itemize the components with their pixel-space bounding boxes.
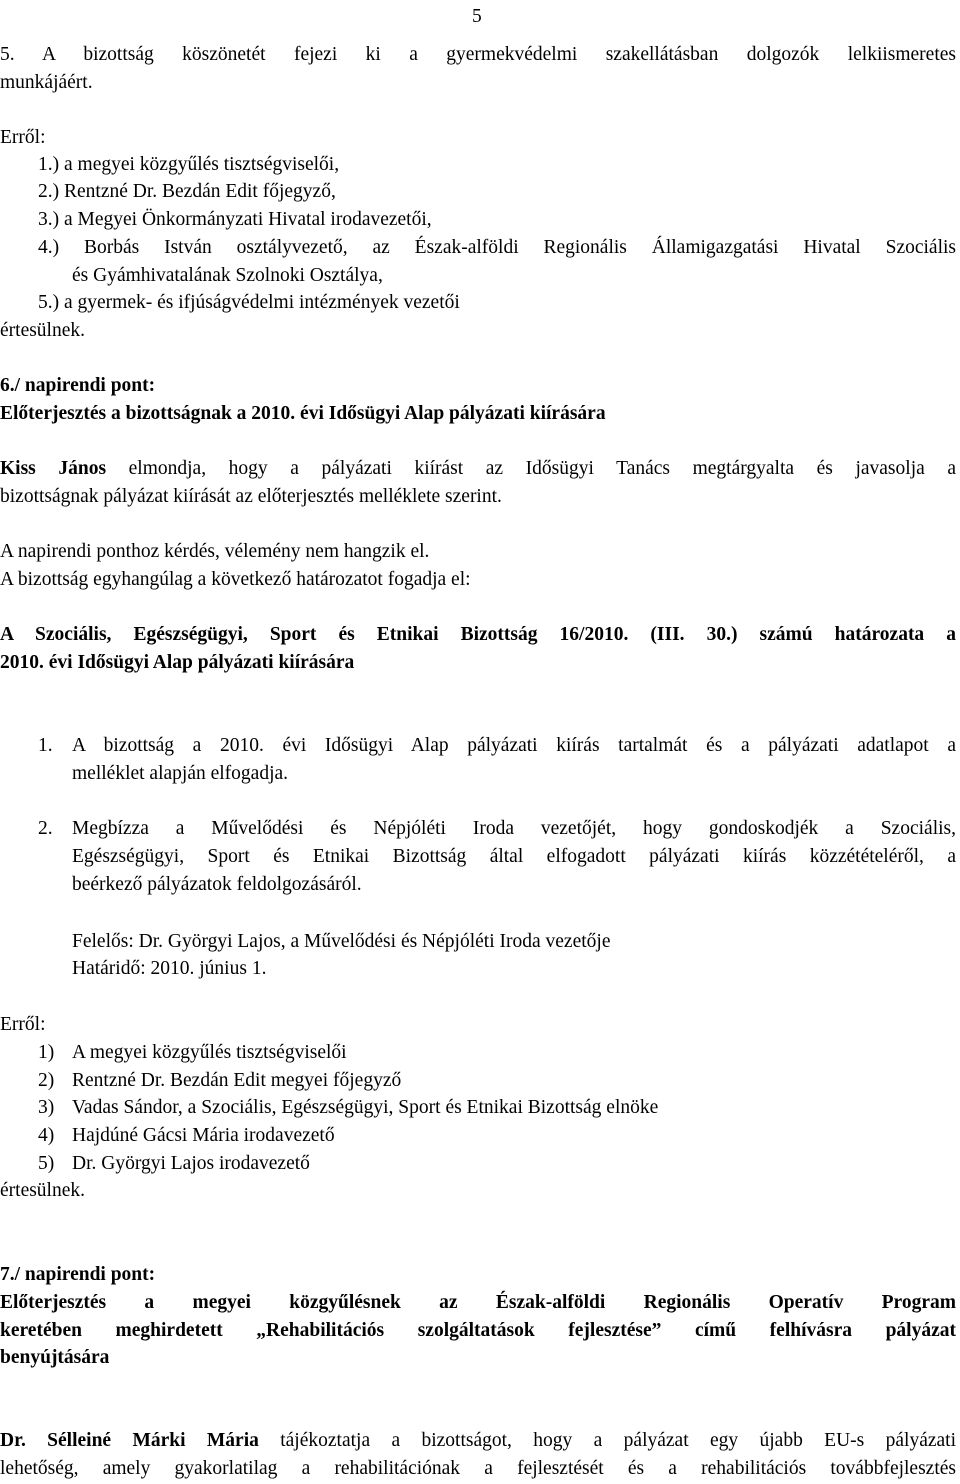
recipient-3: 3.) a Megyei Önkormányzati Hivatal irodavezetői, (38, 209, 432, 230)
agenda6-heading: 6./ napirendi pont: (0, 375, 156, 396)
resolution-title-line1: A Szociális, Egészségügyi, Sport és Etnikai Bizottság 16/2010. (III. 30.) számú határozata a (0, 624, 956, 645)
agenda7-title-line2: keretében meghirdetett „Rehabilitációs szolgáltatások fejlesztése” című felhívásra pályázat (0, 1320, 956, 1341)
agenda7-heading: 7./ napirendi pont: (0, 1264, 156, 1285)
vote-statement: A bizottság egyhangúlag a következő határozatot fogadja el: (0, 569, 471, 590)
agenda7-para-line2: lehetőség, amely gyakorlatilag a rehabilitációnak a fejlesztését és a rehabilitációs továbbfejlesztés (0, 1458, 956, 1479)
point-2-line3: beérkező pályázatok feldolgozásáról. (72, 874, 362, 895)
recipient2-2-num: 2) (38, 1070, 55, 1091)
point-1-num: 1. (38, 735, 53, 756)
responsible: Felelős: Dr. Györgyi Lajos, a Művelődési és Népjóléti Iroda vezetője (72, 931, 611, 952)
recipient-5: 5.) a gyermek- és ifjúságvédelmi intézmények vezetői (38, 292, 460, 313)
recipient2-4-num: 4) (38, 1125, 55, 1146)
point-2-num: 2. (38, 818, 53, 839)
recipient2-3: Vadas Sándor, a Szociális, Egészségügyi, Sport és Etnikai Bizottság elnöke (72, 1097, 659, 1118)
recipient2-1: A megyei közgyűlés tisztségviselői (72, 1042, 347, 1063)
agenda6-para-line1: Kiss János elmondja, hogy a pályázati kiírást az Idősügyi Tanács megtárgyalta és javasolja a (0, 458, 957, 479)
recipient2-1-num: 1) (38, 1042, 55, 1063)
point-1-line1: A bizottság a 2010. évi Idősügyi Alap pályázati kiírás tartalmát és a pályázati adatlapot a (72, 735, 956, 756)
agenda6-para-line2: bizottságnak pályázat kiírását az előterjesztés melléklete szerint. (0, 486, 502, 507)
speaker-name-2: Dr. Sélleiné Márki Mária (0, 1430, 259, 1451)
agenda6-title: Előterjesztés a bizottságnak a 2010. évi Idősügyi Alap pályázati kiírására (0, 403, 606, 424)
errol-label-2: Erről: (0, 1014, 46, 1035)
agenda7-para-line1: Dr. Sélleiné Márki Mária tájékoztatja a bizottságot, hogy a pályázat egy újabb EU-s pályázati (0, 1430, 956, 1451)
no-questions: A napirendi ponthoz kérdés, vélemény nem hangzik el. (0, 541, 430, 562)
agenda7-title-line3: benyújtására (0, 1347, 110, 1368)
ertesulnek-1: értesülnek. (0, 320, 86, 341)
point-2-line2: Egészségügyi, Sport és Etnikai Bizottság által elfogadott pályázati kiírás közzétételéről, a (72, 846, 956, 867)
recipient2-5-num: 5) (38, 1153, 55, 1174)
page-number: 5 (472, 6, 482, 27)
item5-line1: 5. A bizottság köszönetét fejezi ki a gyermekvédelmi szakellátásban dolgozók lelkiismeretes (0, 44, 956, 65)
point-2-line1: Megbízza a Művelődési és Népjóléti Iroda vezetőjét, hogy gondoskodjék a Szociális, (72, 818, 956, 839)
point-1-line2: melléklet alapján elfogadja. (72, 763, 289, 784)
speaker-name: Kiss János (0, 458, 107, 479)
recipient2-3-num: 3) (38, 1097, 55, 1118)
deadline: Határidő: 2010. június 1. (72, 958, 267, 979)
recipient2-4: Hajdúné Gácsi Mária irodavezető (72, 1125, 335, 1146)
errol-label-1: Erről: (0, 127, 46, 148)
recipient-1: 1.) a megyei közgyűlés tisztségviselői, (38, 154, 340, 175)
recipient2-2: Rentzné Dr. Bezdán Edit megyei főjegyző (72, 1070, 402, 1091)
recipient-2: 2.) Rentzné Dr. Bezdán Edit főjegyző, (38, 181, 336, 202)
item5-line2: munkájáért. (0, 72, 93, 93)
recipient2-5: Dr. Györgyi Lajos irodavezető (72, 1153, 310, 1174)
recipient-4-cont: és Gyámhivatalának Szolnoki Osztálya, (72, 265, 383, 286)
recipient-4: 4.) Borbás István osztályvezető, az Észak-alföldi Regionális Államigazgatási Hivatal Szociális (38, 237, 956, 258)
agenda7-title-line1: Előterjesztés a megyei közgyűlésnek az Észak-alföldi Regionális Operatív Program (0, 1292, 956, 1313)
ertesulnek-2: értesülnek. (0, 1180, 86, 1201)
resolution-title-line2: 2010. évi Idősügyi Alap pályázati kiírására (0, 652, 355, 673)
